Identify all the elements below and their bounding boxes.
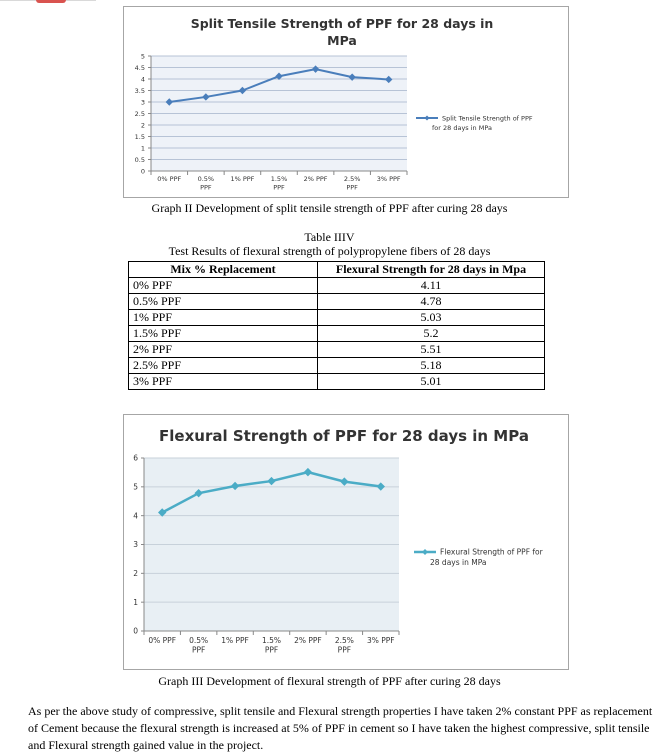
flexural-strength-chart: [123, 414, 569, 670]
x-tick-label: 1% PPF: [221, 636, 249, 645]
y-tick-label: 5: [133, 482, 138, 492]
legend-marker: [422, 549, 428, 555]
table-cell-strength: 5.2: [318, 326, 545, 342]
table-row: [129, 342, 545, 358]
x-tick-label: 0.5% PPF: [189, 636, 209, 655]
split-tensile-chart: [123, 6, 569, 198]
split-tensile-chart-svg: [124, 7, 568, 197]
table-row: [129, 310, 545, 326]
table-row: [129, 374, 545, 390]
x-tick-label: 0.5% PPF: [197, 175, 215, 192]
x-tick-label: 1% PPF: [230, 175, 255, 183]
y-tick-label: 0: [133, 626, 138, 636]
table-cell-mix: 3% PPF: [129, 374, 318, 390]
x-tick-label: 2.5% PPF: [343, 175, 361, 192]
table-cell-strength: 5.01: [318, 374, 545, 390]
flexural-results-table: [128, 261, 545, 390]
legend-label: Split Tensile Strength of PPF for 28 days in MPa: [432, 114, 533, 132]
x-tick-label: 2% PPF: [303, 175, 328, 183]
y-tick-label: 6: [133, 453, 138, 463]
table-row: [129, 294, 545, 310]
y-tick-label: 3: [140, 98, 145, 107]
table-row: [129, 358, 545, 374]
y-tick-label: 1.5: [134, 132, 145, 141]
y-tick-label: 5: [140, 52, 145, 61]
chart-title: Split Tensile Strength of PPF for 28 days in: [190, 16, 494, 31]
y-tick-label: 1: [133, 597, 138, 607]
legend-label: Flexural Strength of PPF for 28 days in MPa: [430, 547, 543, 568]
x-tick-label: 2% PPF: [294, 636, 322, 645]
y-tick-label: 2.5: [134, 109, 145, 118]
table-header-mix: Mix % Replacement: [129, 262, 318, 278]
table-header-strength: Flexural Strength for 28 days in Mpa: [318, 262, 545, 278]
y-tick-label: 4: [133, 511, 138, 521]
y-tick-label: 1: [140, 144, 145, 153]
x-tick-label: 1.5% PPF: [261, 636, 282, 655]
graph2-caption: Graph II Development of split tensile strength of PPF after curing 28 days: [151, 201, 508, 215]
y-tick-label: 3.5: [134, 86, 145, 95]
x-tick-label: 1.5% PPF: [270, 175, 288, 192]
table-cell-mix: 0.5% PPF: [129, 294, 318, 310]
y-tick-label: 4.5: [134, 63, 145, 72]
graph3-caption: Graph III Development of flexural strength of PPF after curing 28 days: [158, 674, 501, 688]
table-cell-strength: 5.18: [318, 358, 545, 374]
table-cell-strength: 4.11: [318, 278, 545, 294]
header-mark: [36, 0, 66, 3]
table-row: [129, 278, 545, 294]
table-number: Table IIIV: [304, 230, 355, 244]
table-cell-strength: 5.03: [318, 310, 545, 326]
conclusion-paragraph: As per the above study of compressive, split tensile and Flexural strength properties I have taken 2% constant PPF as replacement of Cement because the flexural strength is increased at 5% of PPF in cement so I have taken the highest compressive, split tensile and Flexural strength gained value in the project.: [28, 704, 653, 752]
table-cell-mix: 1.5% PPF: [129, 326, 318, 342]
table-cell-strength: 4.78: [318, 294, 545, 310]
table-cell-mix: 0% PPF: [129, 278, 318, 294]
table-cell-mix: 2.5% PPF: [129, 358, 318, 374]
table-cell-mix: 2% PPF: [129, 342, 318, 358]
y-tick-label: 2: [140, 121, 145, 130]
table-row: [129, 326, 545, 342]
y-tick-label: 3: [133, 540, 138, 550]
chart-title: MPa: [327, 33, 357, 48]
table-title: Test Results of flexural strength of polypropylene fibers of 28 days: [168, 244, 491, 258]
legend-marker: [425, 116, 430, 121]
x-tick-label: 0% PPF: [157, 175, 182, 183]
table-cell-mix: 1% PPF: [129, 310, 318, 326]
table-cell-strength: 5.51: [318, 342, 545, 358]
x-tick-label: 3% PPF: [376, 175, 401, 183]
table-header-row: [129, 262, 545, 278]
x-tick-label: 0% PPF: [148, 636, 177, 645]
y-tick-label: 0.5: [134, 155, 145, 164]
x-tick-label: 2.5% PPF: [334, 636, 354, 655]
x-tick-label: 3% PPF: [366, 636, 395, 645]
y-tick-label: 0: [140, 167, 145, 176]
chart-title: Flexural Strength of PPF for 28 days in MPa: [159, 427, 529, 445]
y-tick-label: 4: [140, 75, 145, 84]
y-tick-label: 2: [133, 568, 138, 578]
flexural-strength-chart-svg: [124, 415, 568, 669]
